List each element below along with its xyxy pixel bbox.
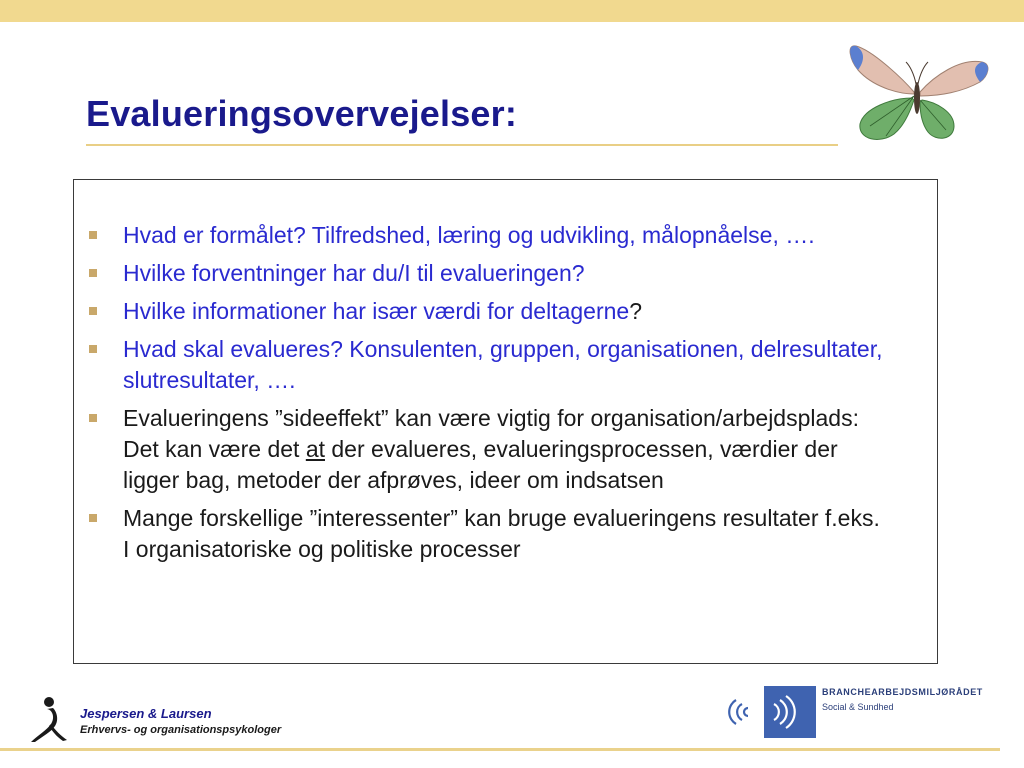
bullet-text-end: ? [629, 298, 642, 324]
bullet-text: Evalueringens ”sideeffekt” kan være vigtig for organisation/arbejdsplads: Det kan være det [123, 405, 859, 462]
bullet-marker-icon [89, 345, 97, 353]
bullet-item-expectations [87, 258, 887, 289]
bullet-list [87, 220, 887, 572]
bullet-marker-icon [89, 307, 97, 315]
bullet-text: Hvilke forventninger har du/I til evalueringen? [123, 260, 585, 286]
bullet-marker-icon [89, 514, 97, 522]
sound-waves-icon [718, 686, 816, 738]
bullet-item-stakeholders [87, 503, 887, 565]
bullet-marker-icon [89, 269, 97, 277]
bullet-text: Hvad skal evalueres? Konsulenten, gruppen, organisationen, delresultater, slutresultater, …. [123, 336, 883, 393]
bullet-item-side-effect [87, 403, 887, 496]
company-name: Jespersen & Laursen [80, 706, 212, 721]
bullet-item-what-to-evaluate [87, 334, 887, 396]
butterfly-icon [842, 40, 992, 150]
bullet-text-underlined: at [305, 436, 325, 462]
bullet-text-end: der evalueres, evalueringsprocessen, værdier der ligger bag, metoder der afprøves, ideer om indsatsen [123, 436, 838, 493]
person-figure-icon [25, 694, 75, 744]
content-box [73, 179, 938, 664]
organization-subtitle: Social & Sundhed [822, 702, 894, 712]
bullet-item-purpose [87, 220, 887, 251]
bullet-text: Hvilke informationer har især værdi for deltagerne [123, 298, 630, 324]
bullet-marker-icon [89, 414, 97, 422]
company-subtitle: Erhvervs- og organisationspsykologer [80, 724, 282, 736]
top-accent-band [0, 0, 1024, 22]
bullet-text: Mange forskellige ”interessenter” kan bruge evalueringens resultater f.eks. I organisatoriske og politiske processer [123, 505, 880, 562]
bullet-text: Hvad er formålet? Tilfredshed, læring og udvikling, målopnåelse, …. [123, 222, 815, 248]
organization-name: BRANCHEARBEJDSMILJØRÅDET [822, 687, 983, 697]
title-divider [86, 144, 838, 146]
bullet-marker-icon [89, 231, 97, 239]
footer-divider [0, 748, 1000, 751]
slide-title: Evalueringsovervejelser: [86, 93, 518, 134]
bullet-item-information [87, 296, 887, 327]
